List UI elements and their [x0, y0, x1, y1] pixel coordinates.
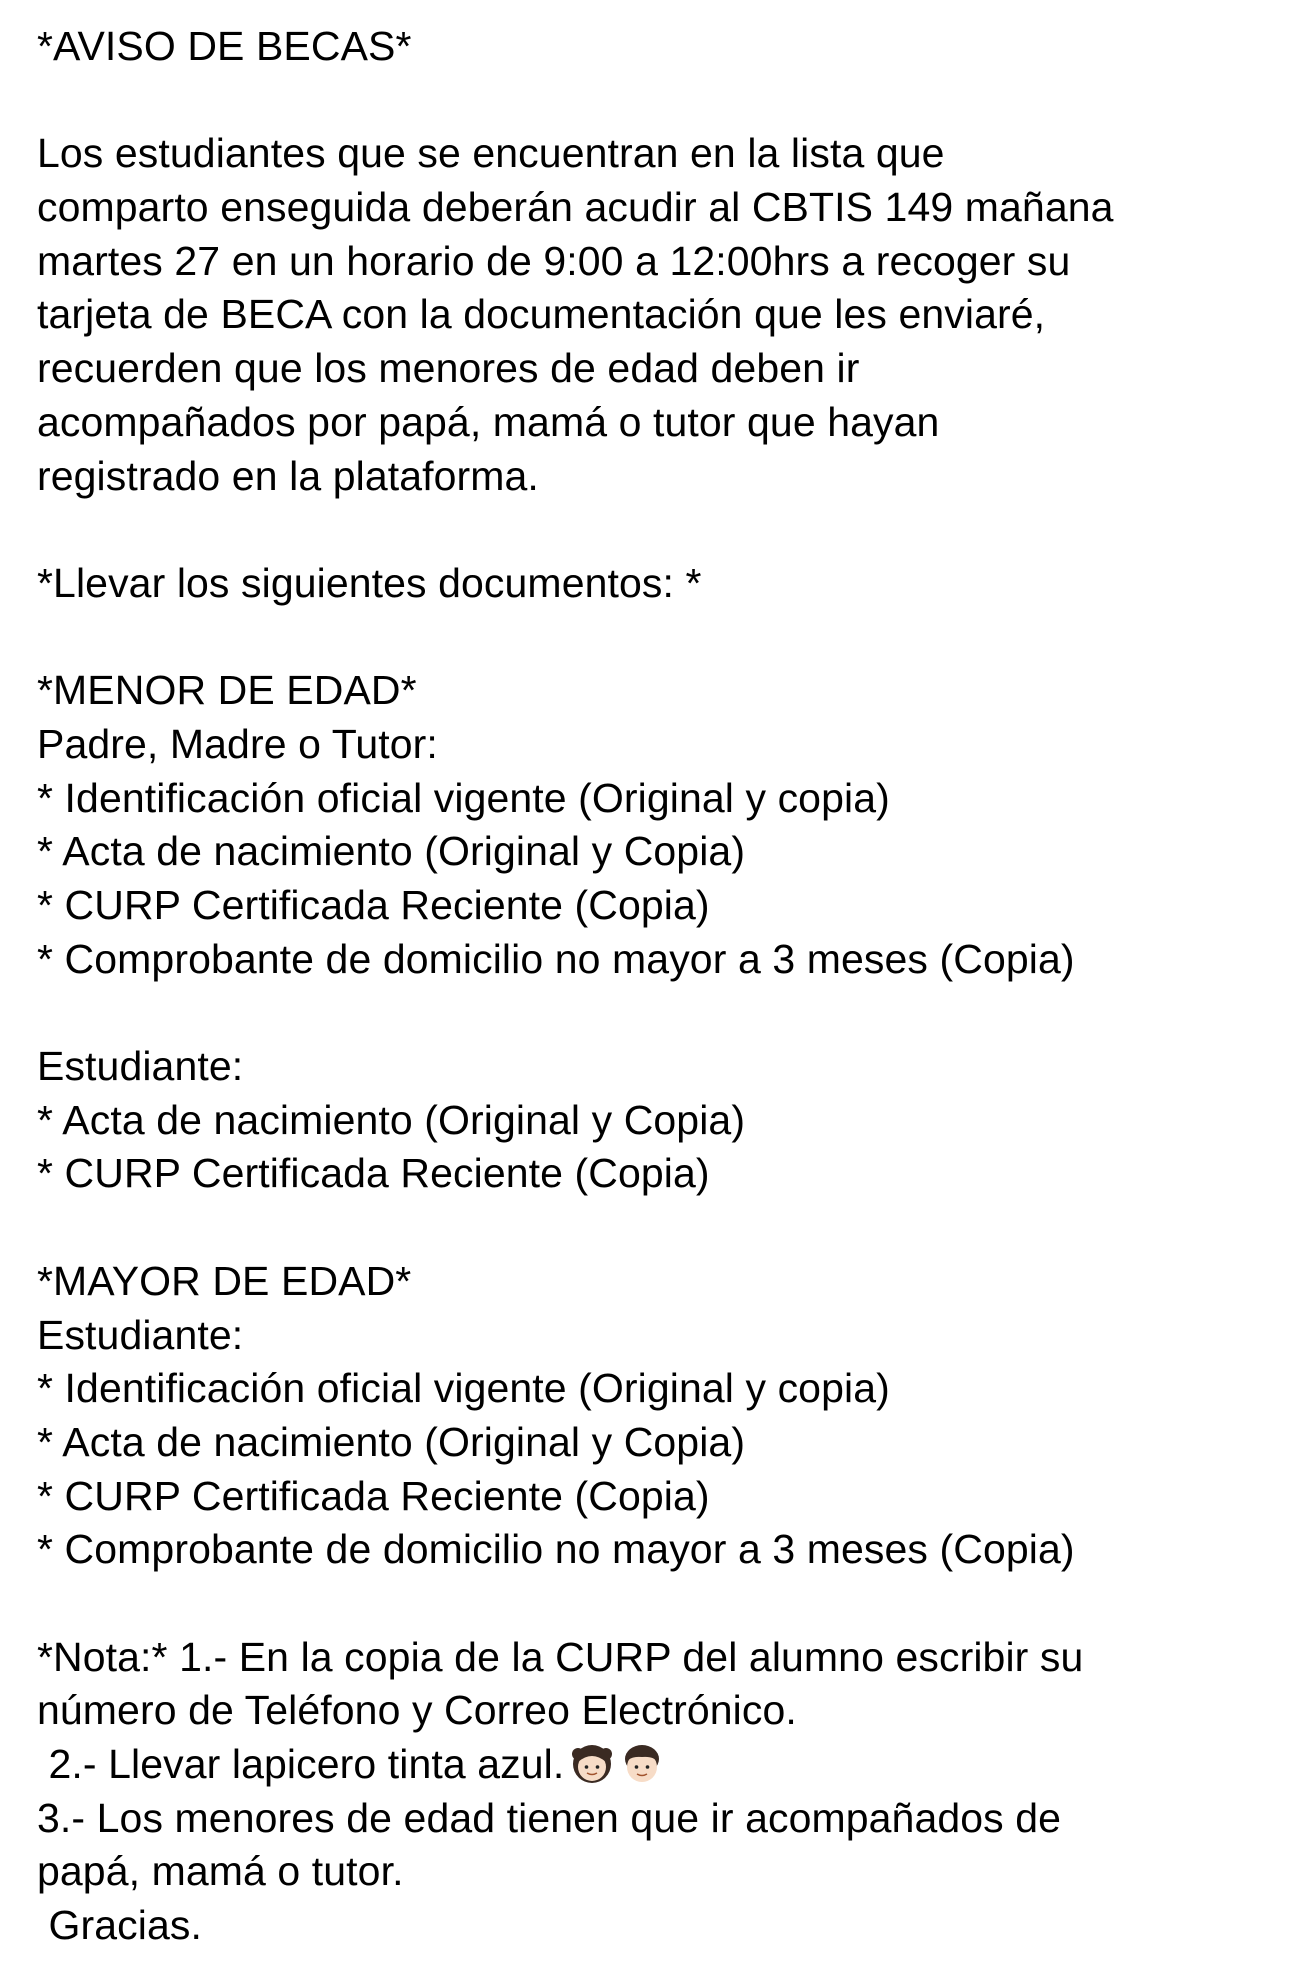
list-item: * Acta de nacimiento (Original y Copia) [37, 1418, 746, 1465]
boy-emoji-icon [620, 1742, 664, 1786]
girl-emoji-icon [570, 1742, 614, 1786]
documents-heading: *Llevar los siguientes documentos: * [37, 559, 702, 606]
spacer [37, 986, 1267, 1040]
note-text: 2.- Llevar lapicero tinta azul. [37, 1741, 565, 1787]
intro-line: registrado en la plataforma. [37, 452, 539, 499]
message-body [37, 20, 1267, 1953]
adult-heading: *MAYOR DE EDAD* [37, 1257, 412, 1304]
list-item: * Identificación oficial vigente (Original y copia) [37, 774, 890, 821]
title: *AVISO DE BECAS* [37, 23, 412, 69]
emoji-group [570, 1740, 670, 1794]
list-item: * CURP Certificada Reciente (Copia) [37, 882, 710, 928]
note-line: *Nota:* 1.- En la copia de la CURP del alumno escribir su [37, 1633, 1084, 1680]
note-line-with-emoji [37, 1738, 1267, 1792]
note-line: 3.- Los menores de edad tienen que ir acompañados de [37, 1794, 1062, 1841]
intro-line: recuerden que los menores de edad deben ir [37, 345, 860, 392]
intro-line: Los estudiantes que se encuentran en la lista que [37, 130, 945, 177]
minor-heading: *MENOR DE EDAD* [37, 667, 417, 714]
spacer [37, 1201, 1267, 1255]
note-line: número de Teléfono y Correo Electrónico. [37, 1687, 797, 1734]
intro-line: tarjeta de BECA con la documentación que les enviaré, [37, 291, 1046, 338]
student-label: Estudiante: [37, 1311, 244, 1358]
spacer [37, 503, 1267, 557]
intro-line: acompañados por papá, mamá o tutor que hayan [37, 398, 940, 445]
intro-line: comparto enseguida deberán acudir al CBTIS 149 mañana [37, 184, 1114, 231]
list-item: * Comprobante de domicilio no mayor a 3 meses (Copia) [37, 1526, 1075, 1573]
list-item: * Acta de nacimiento (Original y Copia) [37, 828, 746, 875]
spacer [37, 1577, 1267, 1631]
closing-text: Gracias. [37, 1902, 202, 1949]
spacer [37, 611, 1267, 665]
spacer [37, 74, 1267, 128]
note-line: papá, mamá o tutor. [37, 1848, 404, 1895]
guardian-label: Padre, Madre o Tutor: [37, 720, 438, 767]
list-item: * Comprobante de domicilio no mayor a 3 meses (Copia) [37, 935, 1075, 982]
list-item: * Identificación oficial vigente (Original y copia) [37, 1365, 890, 1412]
student-label: Estudiante: [37, 1043, 244, 1090]
list-item: * CURP Certificada Reciente (Copia) [37, 1150, 710, 1197]
list-item: * CURP Certificada Reciente (Copia) [37, 1472, 710, 1519]
intro-line: martes 27 en un horario de 9:00 a 12:00hrs a recoger su [37, 237, 1071, 284]
list-item: * Acta de nacimiento (Original y Copia) [37, 1096, 746, 1143]
